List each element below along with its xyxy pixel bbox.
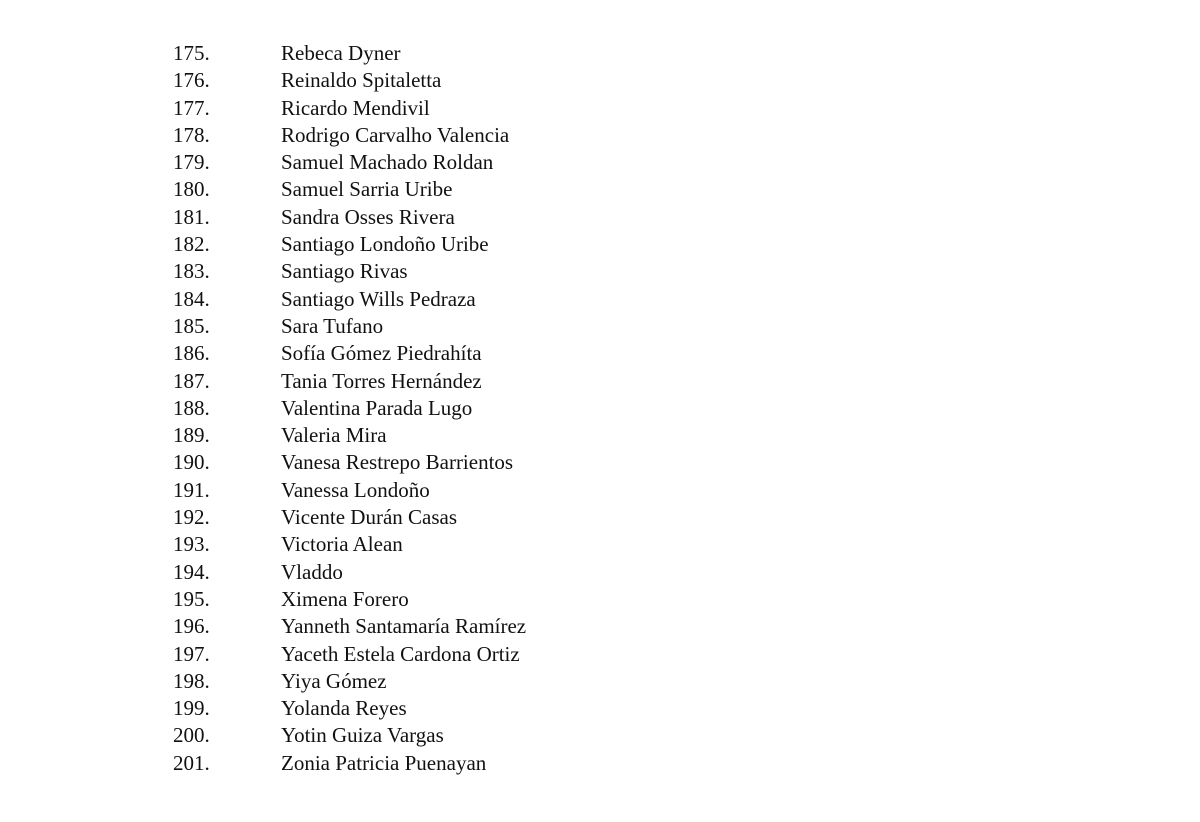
item-name: Yaceth Estela Cardona Ortiz xyxy=(281,641,520,666)
list-item xyxy=(0,176,1000,203)
list-item xyxy=(0,149,1000,176)
item-number: 183. xyxy=(173,259,210,284)
list-item xyxy=(0,531,1000,558)
item-number: 186. xyxy=(173,341,210,366)
item-name: Rebeca Dyner xyxy=(281,41,401,65)
item-name: Samuel Sarria Uribe xyxy=(281,177,453,202)
item-name: Victoria Alean xyxy=(281,532,403,557)
item-number: 190. xyxy=(173,450,210,475)
item-name: Ximena Forero xyxy=(281,586,409,611)
list-item xyxy=(0,613,1000,640)
item-number: 196. xyxy=(173,614,210,639)
list-item xyxy=(0,449,1000,476)
list-item xyxy=(0,313,1000,340)
list-item xyxy=(0,750,1000,777)
item-name: Vanessa Londoño xyxy=(281,477,430,502)
list-item xyxy=(0,67,1000,94)
item-name: Santiago Wills Pedraza xyxy=(281,286,476,311)
item-number: 176. xyxy=(173,68,210,93)
list-item xyxy=(0,422,1000,449)
item-name: Yanneth Santamaría Ramírez xyxy=(281,614,527,639)
item-name: Zonia Patricia Puenayan xyxy=(281,750,487,775)
item-name: Vicente Durán Casas xyxy=(281,505,458,530)
item-number: 192. xyxy=(173,505,210,530)
item-number: 193. xyxy=(173,532,210,557)
item-number: 201. xyxy=(173,750,210,775)
item-name: Santiago Rivas xyxy=(281,259,408,284)
item-name: Ricardo Mendivil xyxy=(281,95,430,120)
list-item xyxy=(0,477,1000,504)
list-item xyxy=(0,258,1000,285)
item-name: Yiya Gómez xyxy=(281,668,387,693)
item-name: Sofía Gómez Piedrahíta xyxy=(281,341,482,366)
item-number: 197. xyxy=(173,641,210,666)
item-number: 179. xyxy=(173,150,210,175)
list-item xyxy=(0,122,1000,149)
list-item xyxy=(0,95,1000,122)
item-number: 182. xyxy=(173,232,210,257)
list-item xyxy=(0,204,1000,231)
item-number: 187. xyxy=(173,368,210,393)
list-item xyxy=(0,340,1000,367)
item-number: 199. xyxy=(173,696,210,721)
list-item xyxy=(0,722,1000,749)
item-number: 175. xyxy=(173,41,210,65)
item-name: Yolanda Reyes xyxy=(281,696,407,721)
item-name: Sara Tufano xyxy=(281,313,384,338)
item-number: 177. xyxy=(173,95,210,120)
item-name: Tania Torres Hernández xyxy=(281,368,482,393)
list-item xyxy=(0,586,1000,613)
list-item xyxy=(0,641,1000,668)
item-name: Vladdo xyxy=(281,559,343,584)
item-number: 189. xyxy=(173,423,210,448)
item-number: 184. xyxy=(173,286,210,311)
list-item xyxy=(0,695,1000,722)
item-number: 181. xyxy=(173,204,210,229)
item-number: 185. xyxy=(173,313,210,338)
item-number: 180. xyxy=(173,177,210,202)
item-name: Valentina Parada Lugo xyxy=(281,395,473,420)
list-item xyxy=(0,395,1000,422)
item-number: 191. xyxy=(173,477,210,502)
list-item xyxy=(0,231,1000,258)
list-item xyxy=(0,286,1000,313)
list-item xyxy=(0,559,1000,586)
item-name: Yotin Guiza Vargas xyxy=(281,723,444,748)
item-name: Vanesa Restrepo Barrientos xyxy=(281,450,514,475)
item-name: Rodrigo Carvalho Valencia xyxy=(281,122,510,147)
list-item xyxy=(0,668,1000,695)
item-number: 198. xyxy=(173,668,210,693)
list-item xyxy=(0,40,1000,67)
item-number: 194. xyxy=(173,559,210,584)
list-item xyxy=(0,368,1000,395)
item-name: Sandra Osses Rivera xyxy=(281,204,455,229)
item-name: Valeria Mira xyxy=(281,423,387,448)
name-list xyxy=(0,40,1000,777)
item-name: Reinaldo Spitaletta xyxy=(281,68,442,93)
item-name: Samuel Machado Roldan xyxy=(281,150,494,175)
item-number: 200. xyxy=(173,723,210,748)
item-number: 188. xyxy=(173,395,210,420)
item-number: 195. xyxy=(173,586,210,611)
list-item xyxy=(0,504,1000,531)
item-name: Santiago Londoño Uribe xyxy=(281,232,489,257)
item-number: 178. xyxy=(173,122,210,147)
